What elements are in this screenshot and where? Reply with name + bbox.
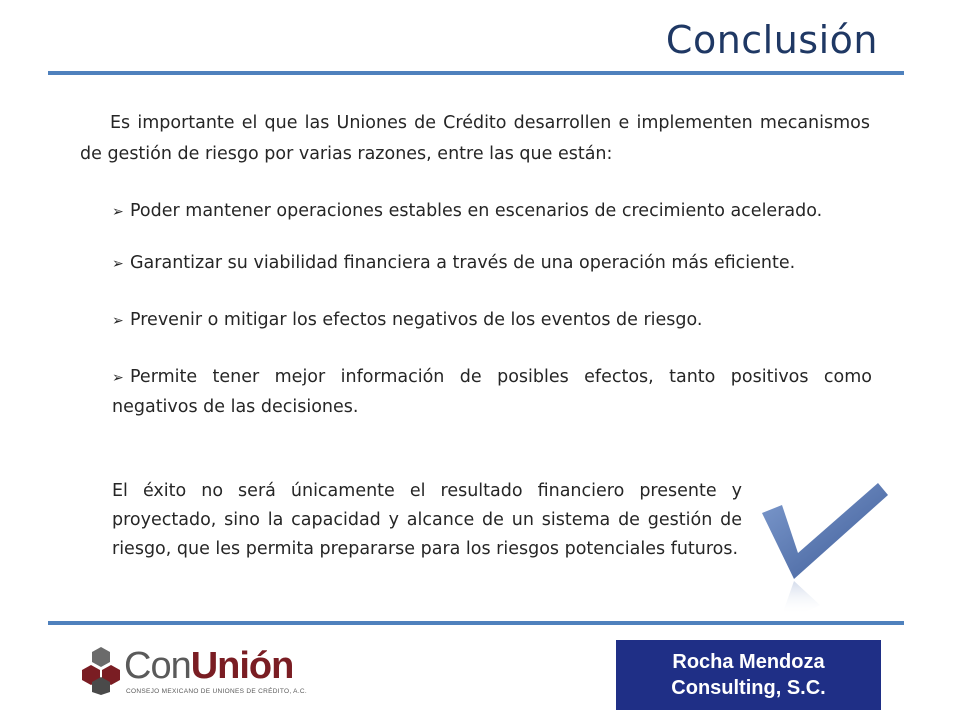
slide-title: Conclusión — [665, 18, 878, 62]
list-item — [112, 249, 872, 279]
conunion-wordmark: ConUnión — [124, 645, 294, 687]
arrow-bullet-icon: ➢ — [112, 313, 124, 329]
list-item — [112, 363, 872, 422]
conunion-emblem-icon — [80, 645, 122, 695]
list-item-text: Prevenir o mitigar los efectos negativos de los eventos de riesgo. — [130, 310, 703, 330]
reasons-list — [112, 197, 872, 422]
bottom-divider — [48, 621, 904, 625]
list-item-text: Poder mantener operaciones estables en escenarios de crecimiento acelerado. — [130, 201, 823, 221]
conunion-tagline: CONSEJO MEXICANO DE UNIONES DE CRÉDITO, A.C. — [126, 688, 308, 695]
list-item-text: Garantizar su viabilidad financiera a través de una operación más eficiente. — [130, 253, 796, 273]
brand-line-1: Rocha Mendoza — [672, 651, 825, 673]
arrow-bullet-icon: ➢ — [112, 204, 124, 220]
conunion-logo — [80, 645, 320, 705]
checkmark-icon — [760, 475, 900, 615]
intro-paragraph: Es importante el que las Uniones de Crédito desarrollen e implementen mecanismos de gestión de riesgo por varias razones, entre las que están: — [80, 113, 870, 164]
top-divider — [48, 71, 904, 75]
list-item — [112, 197, 872, 227]
list-item — [112, 306, 872, 336]
arrow-bullet-icon: ➢ — [112, 256, 124, 272]
closing-paragraph: El éxito no será únicamente el resultado financiero presente y proyectado, sino la capacidad y alcance de un sistema de gestión de riesgo, que les permita prepararse para los riesgos potenciales futuros. — [112, 481, 742, 559]
list-item-text: Permite tener mejor información de posibles efectos, tanto positivos como negativos de las decisiones. — [112, 367, 872, 417]
arrow-bullet-icon: ➢ — [112, 370, 124, 386]
rocha-mendoza-logo — [616, 640, 881, 710]
brand-line-2: Consulting, S.C. — [671, 677, 826, 699]
